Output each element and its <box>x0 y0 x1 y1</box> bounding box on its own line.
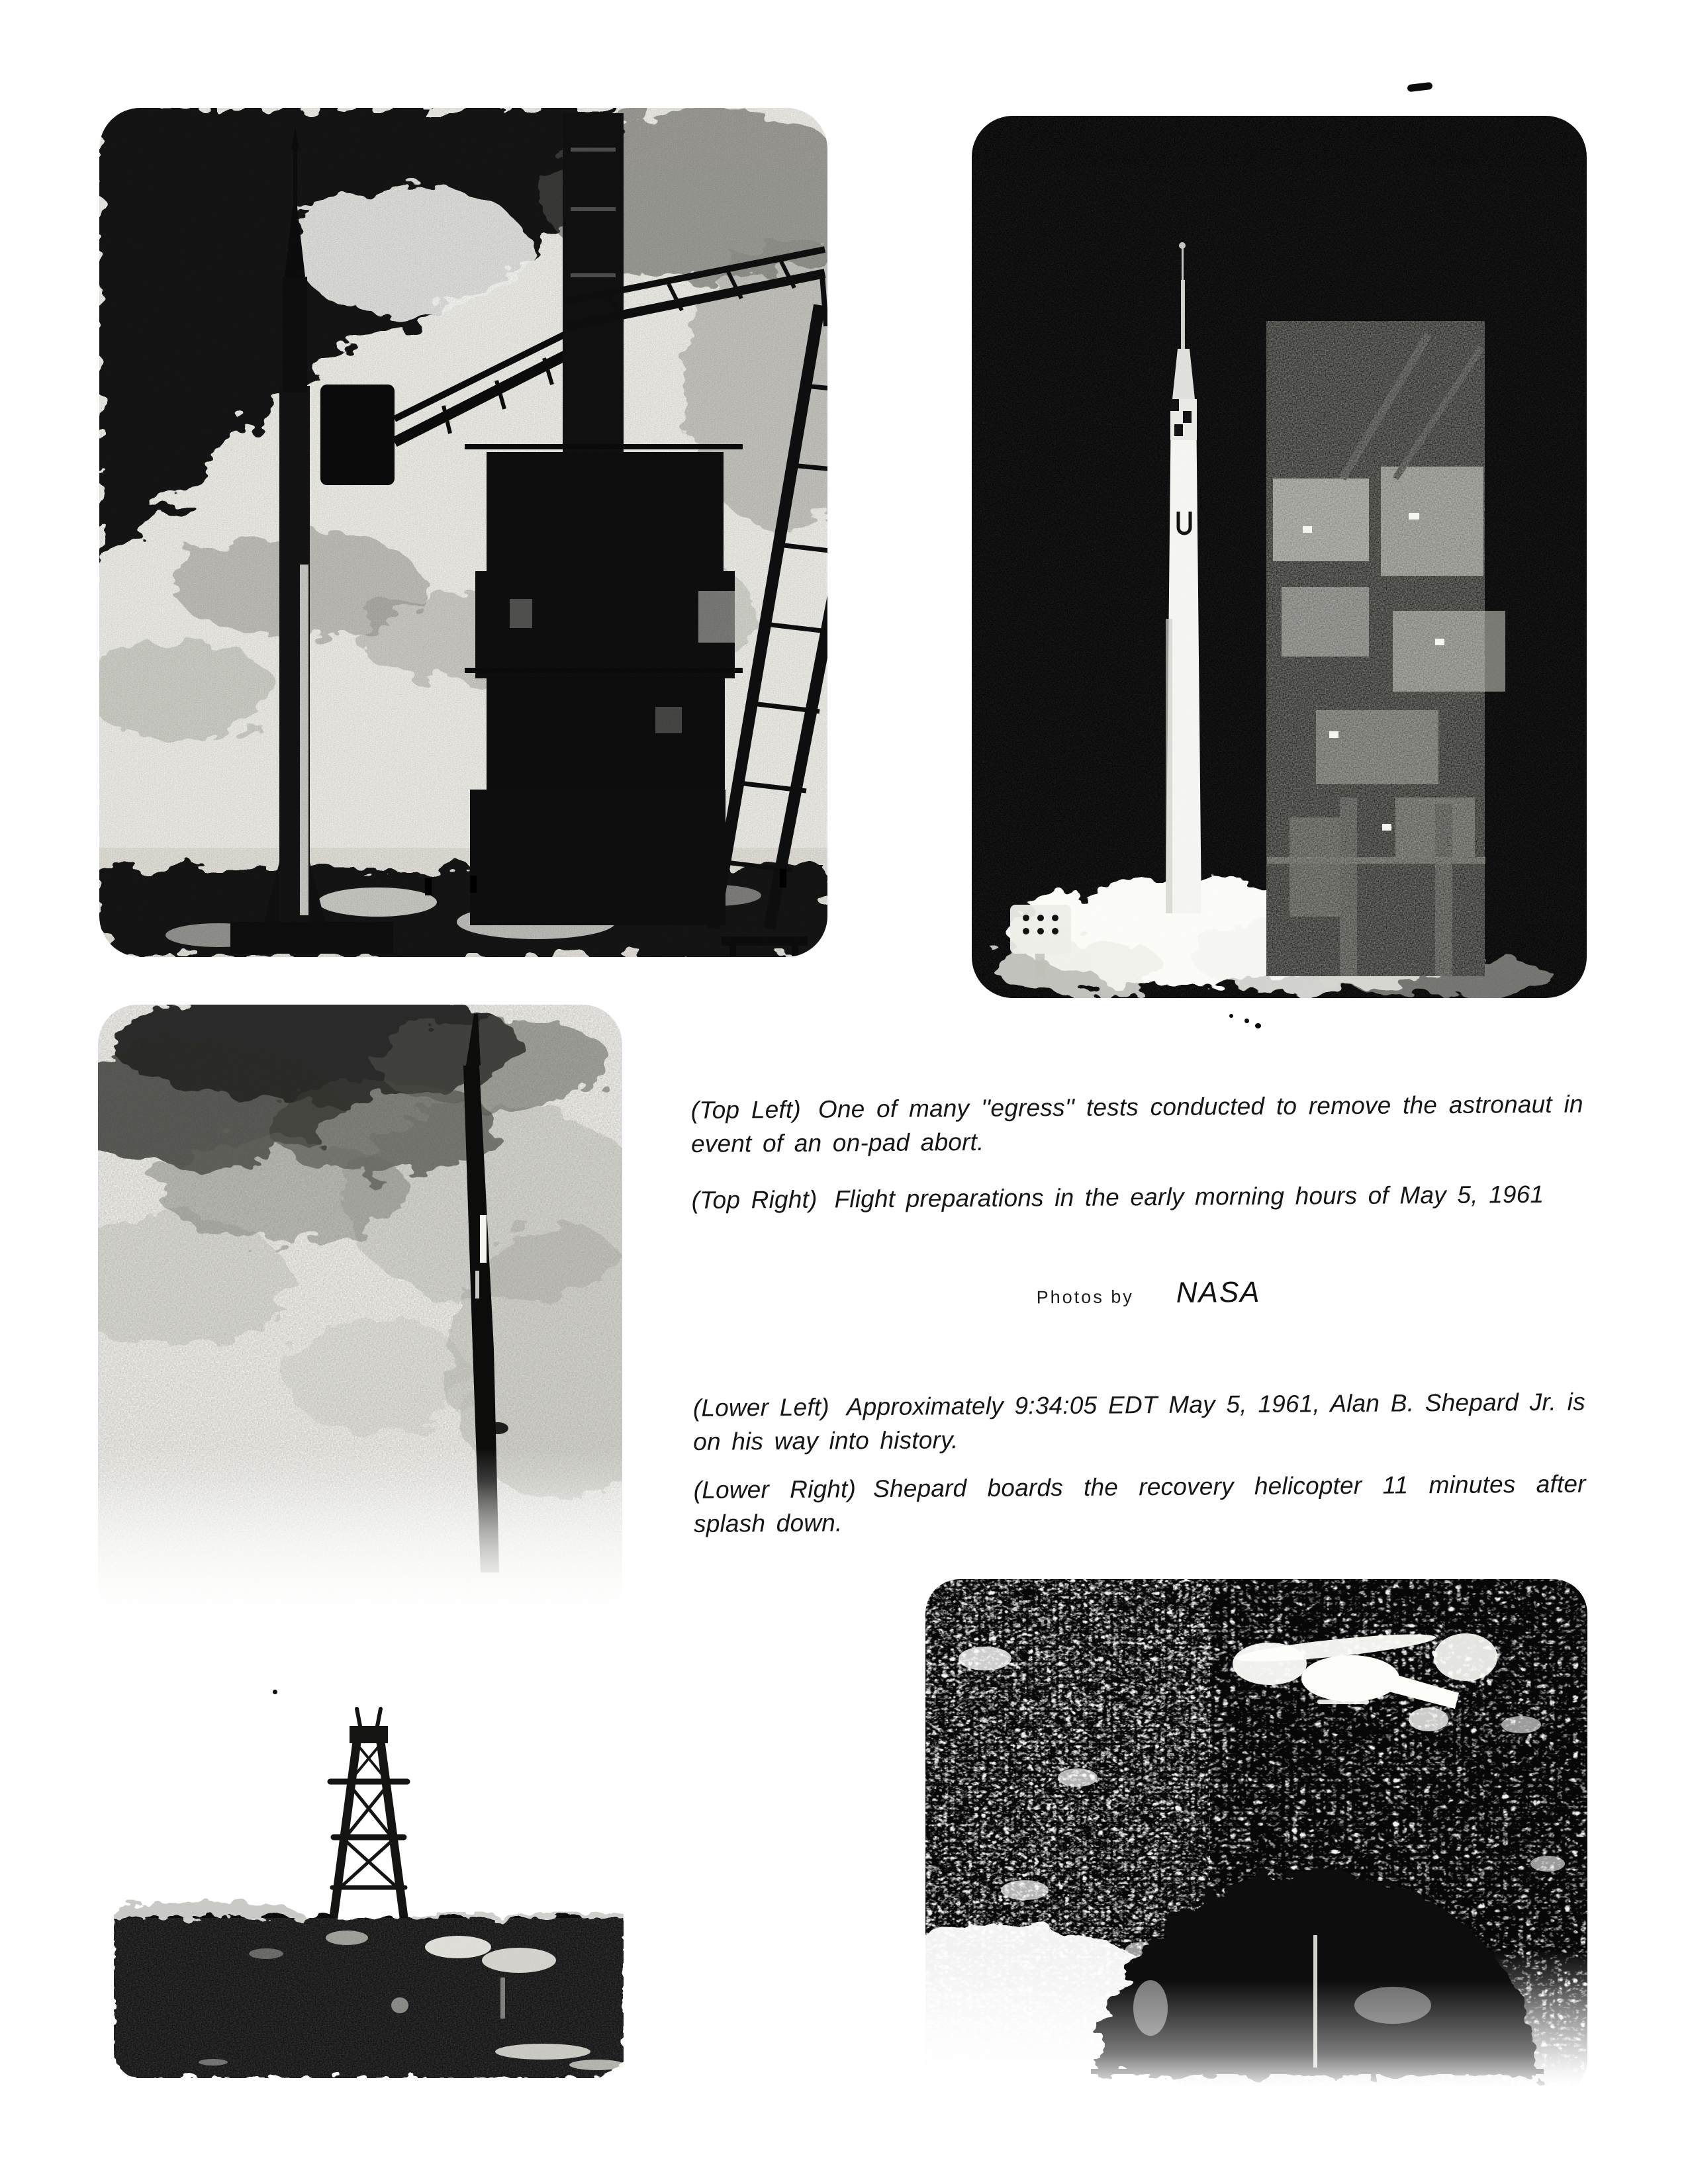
caption-top-left-label: (Top Left) <box>690 1095 802 1124</box>
launch-pad-illustration <box>114 1694 624 2078</box>
ink-speck <box>1229 1014 1233 1018</box>
ink-speck <box>273 1690 277 1694</box>
caption-top-right-label: (Top Right) <box>691 1185 818 1214</box>
caption-top-right-text: Flight preparations in the early morning hours of May 5, 1961 <box>834 1180 1544 1213</box>
recovery-illustration <box>925 1579 1587 2094</box>
photo-liftoff <box>98 1005 622 1620</box>
caption-lower-left-label: (Lower Left) <box>692 1393 829 1422</box>
ink-speck <box>1244 1019 1249 1023</box>
caption-top-left <box>691 1087 1584 1161</box>
photo-launch-pad <box>114 1694 624 2078</box>
photo-credit <box>1036 1276 1260 1310</box>
egress-test-illustration <box>99 108 827 957</box>
photo-helicopter-recovery <box>925 1579 1587 2094</box>
photo-night-preparations <box>972 116 1587 998</box>
caption-lower-right-label: (Lower Right) <box>693 1475 857 1504</box>
caption-lower-left-text: Approximately 9:34:05 EDT May 5, 1961, Alan B. Shepard Jr. is on his way into history. <box>693 1388 1585 1455</box>
caption-top-right <box>691 1177 1583 1217</box>
caption-top-left-text: One of many ''egress'' tests conducted to remove the astronaut in event of an on-pad abort. <box>690 1090 1583 1158</box>
photo-credit-label: Photos by <box>1036 1287 1134 1308</box>
liftoff-illustration <box>98 1005 622 1620</box>
ink-speck <box>1255 1023 1261 1028</box>
photo-egress-test <box>99 108 827 957</box>
caption-lower-right-text: Shepard boards the recovery helicopter 11 minutes after splash down. <box>693 1470 1586 1537</box>
caption-lower-right <box>694 1467 1587 1541</box>
caption-lower-left <box>693 1385 1586 1459</box>
photo-credit-value: NASA <box>1176 1275 1261 1309</box>
ink-smudge <box>1407 82 1432 93</box>
night-prep-illustration <box>972 116 1587 998</box>
